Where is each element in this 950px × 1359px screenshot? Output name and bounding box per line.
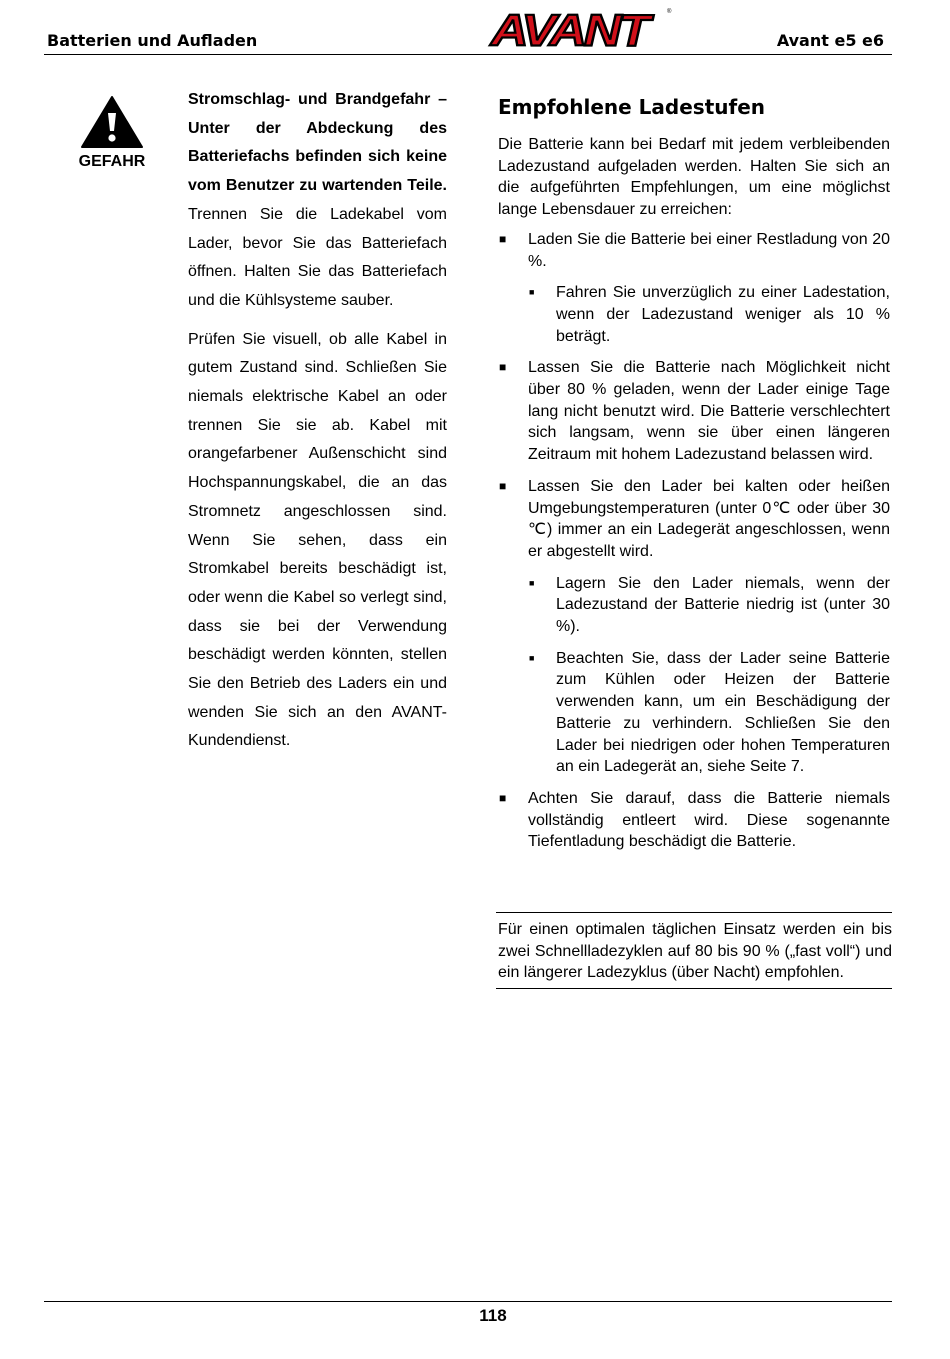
bullet-square-icon: ■	[499, 790, 507, 805]
list-item	[498, 357, 890, 466]
section-title: Batterien und Aufladen	[47, 31, 258, 50]
bullet-square-icon: ■	[499, 231, 507, 246]
sub-list-item	[498, 573, 890, 638]
warning-text-column	[188, 86, 447, 766]
page-number: 118	[479, 1306, 507, 1325]
bullet-square-icon: ■	[529, 652, 535, 663]
list-item	[498, 476, 890, 563]
list-item-text: Beachten Sie, dass der Lader seine Batterie zum Kühlen oder Heizen der Batterie verwenden kann, um ein Beschädigung der Batterie zu verhindern. Schließen Sie den Lader bei niedrigen oder hohen Temperaturen an ein Ladegerät an, siehe Seite 7.	[556, 649, 890, 776]
list-item-text: Laden Sie die Batterie bei einer Restladung von 20 %.	[528, 230, 890, 270]
list-item	[498, 229, 890, 272]
danger-label: GEFAHR	[78, 153, 146, 170]
sub-list-item	[498, 648, 890, 778]
list-item	[498, 788, 890, 853]
list-item-text: Lassen Sie den Lader bei kalten oder heißen Umgebungstemperaturen (unter 0℃ oder über 30 ℃) immer an ein Ladegerät angeschlossen, wenn er abgestellt wird.	[528, 477, 890, 560]
warning-bold-text: Stromschlag- und Brandgefahr – Unter der Abdeckung des Batteriefachs befinden sich keine vom Benutzer zu wartenden Teile.	[188, 91, 447, 195]
charging-recommendations	[498, 94, 890, 863]
bullet-square-icon: ■	[499, 360, 507, 375]
recommendation-list	[498, 229, 890, 853]
intro-paragraph: Die Batterie kann bei Bedarf mit jedem verbleibenden Ladezustand aufgeladen werden. Halten Sie sich an die aufgeführten Empfehlungen, um eine möglichst lange Lebensdauer zu erreichen:	[498, 136, 890, 219]
list-item-text: Fahren Sie unverzüglich zu einer Ladestation, wenn der Ladezustand weniger als 10 % beträgt.	[556, 284, 890, 345]
bullet-square-icon: ■	[529, 577, 535, 588]
product-title: Avant e5 e6	[776, 31, 884, 50]
warning-body-text: Trennen Sie die Ladekabel vom Lader, bevor Sie das Batteriefach öffnen. Halten Sie das Batteriefach und die Kühlsysteme sauber.	[188, 205, 447, 309]
list-item-text: Lassen Sie die Batterie nach Möglichkeit nicht über 80 % geladen, wenn der Lader einige Tage lang nicht benutzt wird. Die Batterie verschlechtert sich langsam, wenn sie über einen längeren Zeitraum mit hohem Ladezustand belassen wird.	[528, 359, 890, 464]
list-item-text: Lagern Sie den Lader niemals, wenn der Ladezustand der Batterie niedrig ist (unter 30 %).	[556, 574, 890, 636]
warning-paragraph	[188, 86, 447, 316]
cable-check-paragraph: Prüfen Sie visuell, ob alle Kabel in gutem Zustand sind. Schließen Sie niemals elektrische Kabel an oder trennen Sie sie ab. Kabel mit orangefarbener Außenschicht sind Hochspannungskabel, die an das Stromnetz angeschlossen sind. Wenn Sie sehen, dass ein Stromkabel bereits beschädigt ist, oder wenn die Kabel so verlegt sind, dass sie bei der Verwendung beschädigt werden könnten, stellen Sie den Betrieb des Laders ein und wenden Sie sich an den AVANT-Kundendienst.	[188, 330, 447, 750]
bullet-square-icon: ■	[499, 478, 507, 493]
bullet-square-icon: ■	[529, 287, 535, 298]
warning-triangle-icon	[80, 95, 144, 149]
note-box: Für einen optimalen täglichen Einsatz werden ein bis zwei Schnellladezyklen auf 80 bis 90 % („fast voll“) und ein längerer Ladezyklus (über Nacht) empfohlen.	[496, 912, 892, 989]
sub-list-item	[498, 282, 890, 347]
list-item-text: Achten Sie darauf, dass die Batterie niemals vollständig entleert wird. Diese sogenannte Tiefentladung beschädigt die Batterie.	[528, 789, 890, 851]
section-heading: Empfohlene Ladestufen	[498, 95, 766, 119]
svg-text:®: ®	[667, 9, 672, 15]
footer-divider	[44, 1301, 892, 1302]
danger-warning	[70, 95, 154, 171]
svg-text:AVANT: AVANT	[490, 6, 648, 50]
avant-logo	[461, 4, 677, 50]
